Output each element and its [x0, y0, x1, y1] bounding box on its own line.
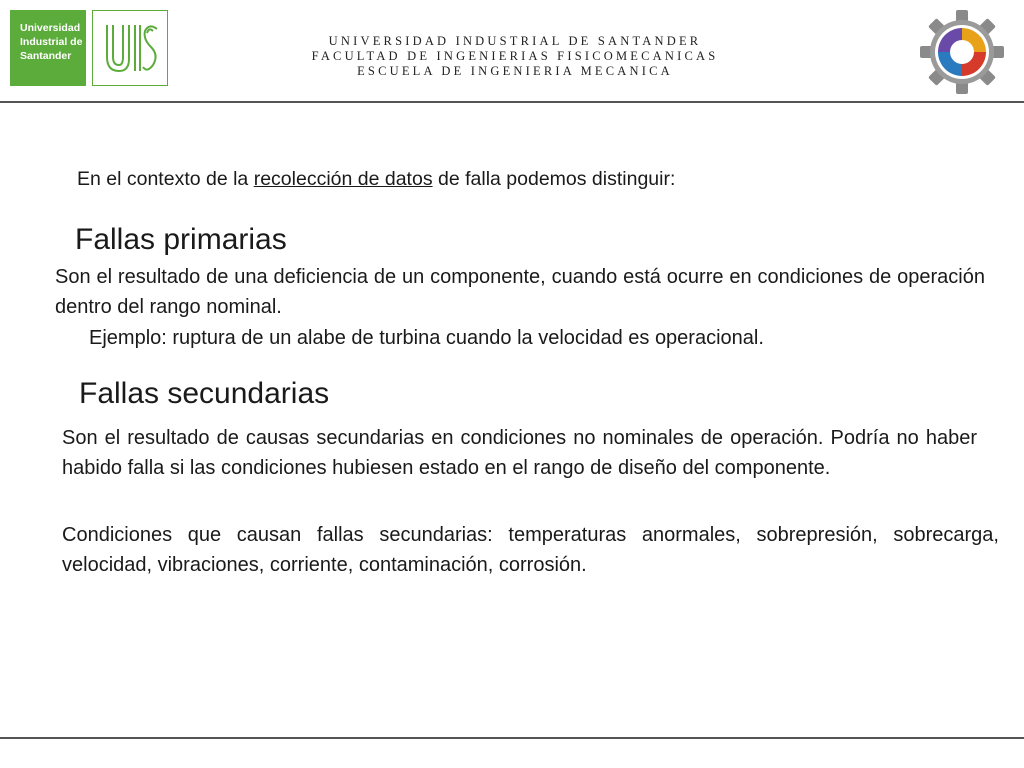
secondary-failures-description: Son el resultado de causas secundarias en condiciones no nominales de operación. Podría no haber habido falla si las condiciones hubiesen estado en el rango de diseño del componente. — [62, 427, 977, 479]
institution-title — [230, 34, 800, 79]
title-line-school: ESCUELA DE INGENIERIA MECANICA — [357, 64, 673, 78]
title-line-faculty: FACULTAD DE INGENIERIAS FISICOMECANICAS — [311, 49, 719, 63]
logo-text-line-3: Santander — [20, 50, 72, 62]
primary-failures-example: Ejemplo: ruptura de un alabe de turbina cuando la velocidad es operacional. — [89, 327, 764, 349]
logo-text-line-2: Industrial de — [20, 36, 83, 48]
intro-text-start: En el contexto de la — [77, 168, 254, 190]
uis-logo-icon — [10, 10, 86, 86]
gear-logo-icon — [916, 4, 1008, 96]
uis-monogram-icon — [92, 10, 168, 86]
intro-text — [77, 168, 675, 191]
footer-divider — [0, 737, 1024, 739]
logo-text-line-1: Universidad — [20, 22, 81, 34]
secondary-failures-conditions: Condiciones que causan fallas secundarias: temperaturas anormales, sobrepresión, sobrecarga, velocidad, vibraciones, corriente, contaminación, corrosión. — [62, 524, 999, 576]
title-line-university: UNIVERSIDAD INDUSTRIAL DE SANTANDER — [328, 34, 702, 48]
intro-text-end: de falla podemos distinguir: — [432, 168, 676, 190]
heading-secondary-failures: Fallas secundarias — [79, 377, 330, 410]
heading-primary-failures: Fallas primarias — [75, 223, 287, 256]
slide-header — [0, 0, 1024, 100]
primary-failures-description: Son el resultado de una deficiencia de un componente, cuando está ocurre en condiciones de operación dentro del rango nominal. — [55, 266, 985, 318]
header-divider — [0, 101, 1024, 103]
data-collection-term: recolección de datos — [253, 168, 433, 190]
